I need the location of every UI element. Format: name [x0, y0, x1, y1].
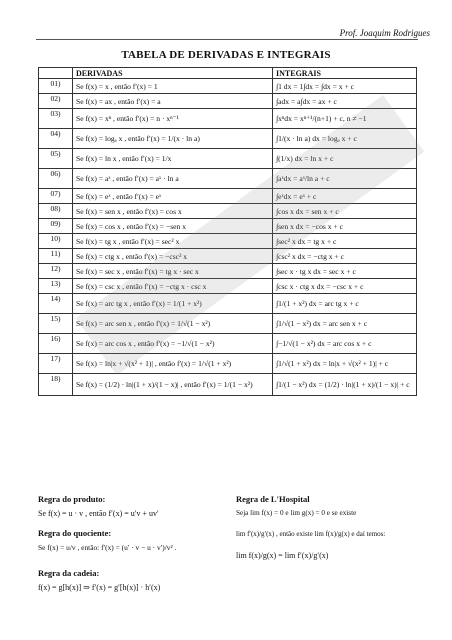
- integral-cell: ∫sen x dx = −cos x + c: [273, 219, 417, 234]
- derivative-cell: Se f(x) = logₐ x , então f′(x) = 1/(x · ln a): [73, 129, 273, 149]
- header-integrais: INTEGRAIS: [273, 68, 417, 79]
- integral-cell: ∫xⁿdx = xⁿ⁺¹/(n+1) + c, n ≠ −1: [273, 109, 417, 129]
- integral-cell: ∫sec x · tg x dx = sec x + c: [273, 264, 417, 279]
- row-number: 18): [39, 374, 73, 396]
- row-number: 08): [39, 204, 73, 219]
- derivative-cell: Se f(x) = arc tg x , então f′(x) = 1/(1 + x²): [73, 294, 273, 314]
- row-number: 11): [39, 249, 73, 264]
- table-row: [39, 189, 417, 204]
- table-row: [39, 79, 417, 94]
- integral-cell: ∫csc x · ctg x dx = −csc x + c: [273, 279, 417, 294]
- row-number: 03): [39, 109, 73, 129]
- rules-right-column: [236, 494, 418, 562]
- derivative-cell: Se f(x) = xⁿ , então f′(x) = n · xⁿ⁻¹: [73, 109, 273, 129]
- row-number: 02): [39, 94, 73, 109]
- integral-cell: ∫1/(1 + x²) dx = arc tg x + c: [273, 294, 417, 314]
- derivative-cell: Se f(x) = csc x , então f′(x) = −ctg x · csc x: [73, 279, 273, 294]
- row-number: 12): [39, 264, 73, 279]
- integral-cell: ∫(1/x) dx = ln x + c: [273, 149, 417, 169]
- table-row: [39, 264, 417, 279]
- derivative-cell: Se f(x) = eˣ , então f′(x) = eˣ: [73, 189, 273, 204]
- integral-cell: ∫cos x dx = sen x + c: [273, 204, 417, 219]
- product-rule-title: Regra do produto:: [38, 494, 106, 504]
- table-row: [39, 374, 417, 396]
- quotient-rule-title: Regra do quociente:: [38, 528, 112, 538]
- integral-cell: ∫1/(1 − x²) dx = (1/2) · ln|(1 + x)/(1 − x)| + c: [273, 374, 417, 396]
- row-number: 09): [39, 219, 73, 234]
- quotient-rule: Se f(x) = u/v , então: f′(x) = (u′ · v − u · v′)/v² .: [38, 543, 177, 552]
- formula-table: [38, 67, 417, 396]
- table-row: [39, 234, 417, 249]
- derivative-cell: Se f(x) = arc cos x , então f′(x) = −1/√(1 − x²): [73, 334, 273, 354]
- chain-rule-title: Regra da cadeia:: [38, 568, 100, 578]
- table-row: [39, 294, 417, 314]
- row-number: 13): [39, 279, 73, 294]
- derivative-cell: Se f(x) = arc sen x , então f′(x) = 1/√(1 − x²): [73, 314, 273, 334]
- row-number: 01): [39, 79, 73, 94]
- chain-rule: f(x) = g[h(x)] ⇒ f′(x) = g′[h(x)] · h′(x): [38, 583, 161, 592]
- table-row: [39, 94, 417, 109]
- table-row: [39, 279, 417, 294]
- row-number: 14): [39, 294, 73, 314]
- table-row: [39, 204, 417, 219]
- derivative-cell: Se f(x) = x , então f′(x) = 1: [73, 79, 273, 94]
- page-title: TABELA DE DERIVADAS E INTEGRAIS: [121, 49, 331, 61]
- lhospital-line-2: lim f′(x)/g′(x) , então existe lim f(x)/g(x) e daí temos:: [236, 530, 386, 538]
- table-row: [39, 149, 417, 169]
- lhospital-line-1: Seja lim f(x) = 0 e lim g(x) = 0 e se existe: [236, 509, 357, 517]
- integral-cell: ∫−1/√(1 − x²) dx = arc cos x + c: [273, 334, 417, 354]
- row-number: 04): [39, 129, 73, 149]
- derivative-cell: Se f(x) = tg x , então f′(x) = sec² x: [73, 234, 273, 249]
- derivative-cell: Se f(x) = sec x , então f′(x) = tg x · sec x: [73, 264, 273, 279]
- derivative-cell: Se f(x) = aˣ , então f′(x) = aˣ · ln a: [73, 169, 273, 189]
- author-name: Prof. Joaquim Rodrigues: [339, 28, 430, 38]
- derivative-cell: Se f(x) = cos x , então f′(x) = −sen x: [73, 219, 273, 234]
- header-rule: [36, 39, 418, 40]
- row-number: 17): [39, 354, 73, 374]
- header-derivadas: DERIVADAS: [73, 68, 273, 79]
- product-rule: Se f(x) = u · v , então f′(x) = u′v + uv′: [38, 509, 159, 518]
- rules-left-column: [38, 494, 228, 594]
- integral-cell: ∫csc² x dx = −ctg x + c: [273, 249, 417, 264]
- table-row: [39, 129, 417, 149]
- lhospital-title: Regra de L'Hospital: [236, 494, 310, 504]
- table-row: [39, 314, 417, 334]
- table-row: [39, 109, 417, 129]
- table-body: [39, 79, 417, 396]
- integral-cell: ∫1/√(1 − x²) dx = arc sen x + c: [273, 314, 417, 334]
- integral-cell: ∫1 dx = 1∫dx = ∫dx = x + c: [273, 79, 417, 94]
- row-number: 06): [39, 169, 73, 189]
- derivative-cell: Se f(x) = ln x , então f′(x) = 1/x: [73, 149, 273, 169]
- row-number: 15): [39, 314, 73, 334]
- integral-cell: ∫1/√(1 + x²) dx = ln|x + √(x² + 1)| + c: [273, 354, 417, 374]
- integral-cell: ∫1/(x · ln a) dx = logₐ x + c: [273, 129, 417, 149]
- table-header-row: [39, 68, 417, 79]
- row-number: 05): [39, 149, 73, 169]
- derivative-cell: Se f(x) = ax , então f′(x) = a: [73, 94, 273, 109]
- table-row: [39, 334, 417, 354]
- table-row: [39, 219, 417, 234]
- integral-cell: ∫sec² x dx = tg x + c: [273, 234, 417, 249]
- row-number: 16): [39, 334, 73, 354]
- integral-cell: ∫adx = a∫dx = ax + c: [273, 94, 417, 109]
- integral-cell: ∫eˣdx = eˣ + c: [273, 189, 417, 204]
- lhospital-line-3: lim f(x)/g(x) = lim f′(x)/g′(x): [236, 551, 329, 560]
- table-row: [39, 249, 417, 264]
- header-num: [39, 68, 73, 79]
- row-number: 07): [39, 189, 73, 204]
- derivative-cell: Se f(x) = ln|x + √(x² + 1)| , então f′(x) = 1/√(1 + x²): [73, 354, 273, 374]
- integral-cell: ∫aˣdx = aˣ/ln a + c: [273, 169, 417, 189]
- derivative-cell: Se f(x) = ctg x , então f′(x) = −csc² x: [73, 249, 273, 264]
- table-row: [39, 169, 417, 189]
- row-number: 10): [39, 234, 73, 249]
- derivative-cell: Se f(x) = sen x , então f′(x) = cos x: [73, 204, 273, 219]
- table-row: [39, 354, 417, 374]
- derivative-cell: Se f(x) = (1/2) · ln|(1 + x)/(1 − x)| , então f′(x) = 1/(1 − x²): [73, 374, 273, 396]
